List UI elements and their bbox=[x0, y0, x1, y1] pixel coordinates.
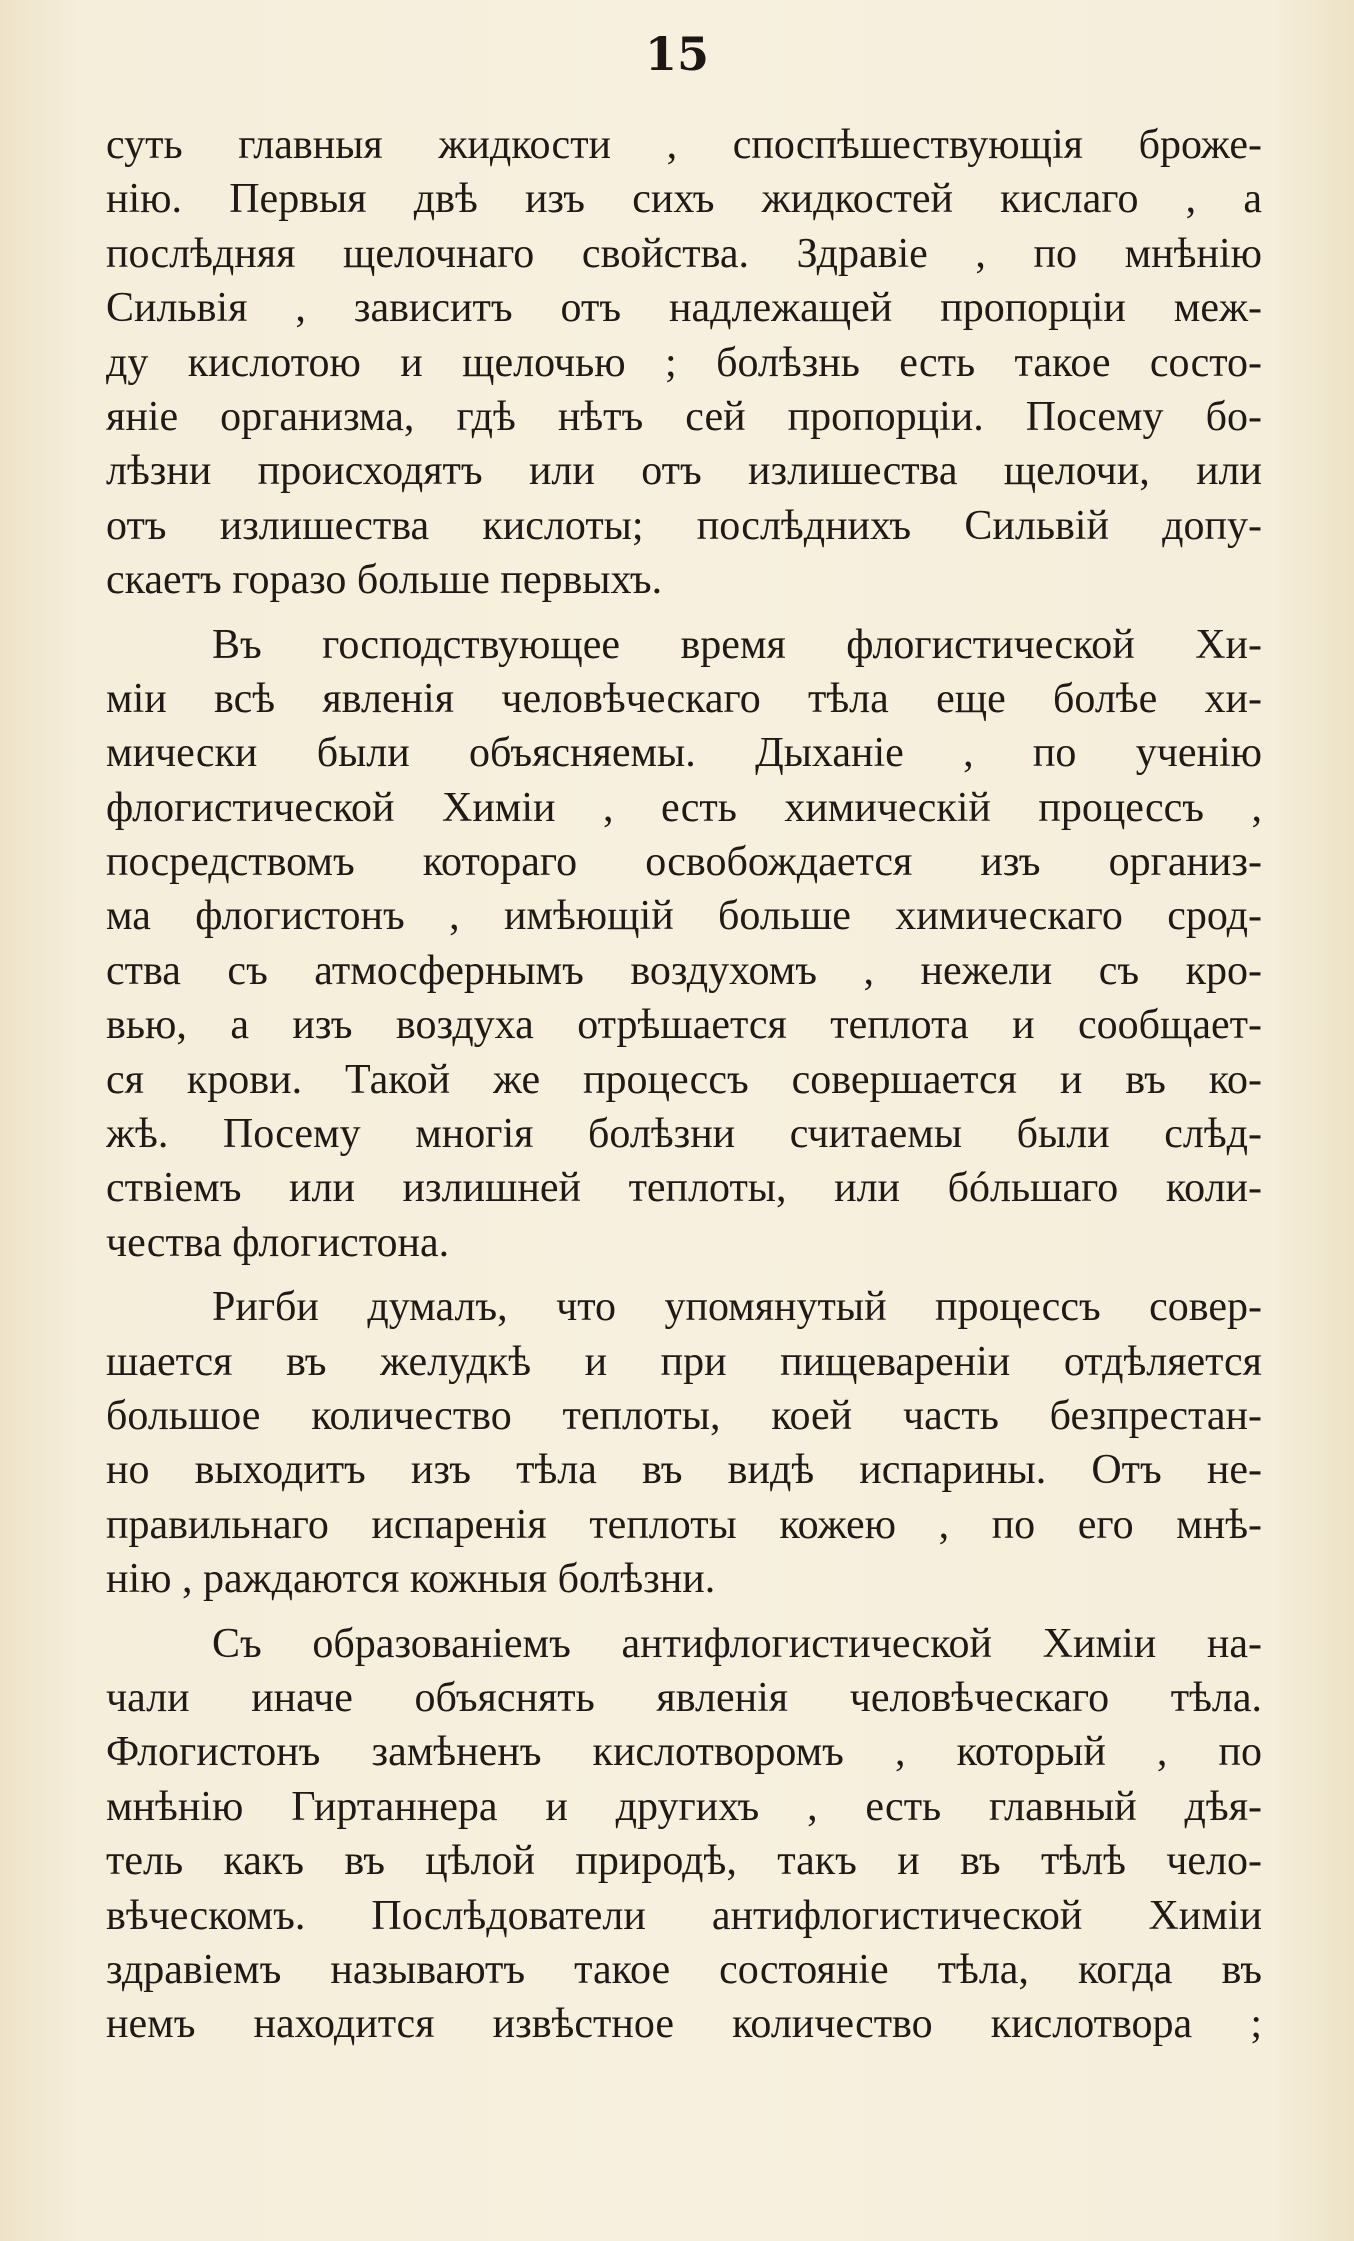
text-line: міи всѣ явленія человѣческаго тѣла еще болѣе хи- bbox=[106, 675, 1262, 722]
paragraph bbox=[106, 1280, 1262, 1606]
text-line: Сильвія , зависитъ отъ надлежащей пропорціи меж- bbox=[106, 285, 1262, 332]
text-line: флогистической Химіи , есть химическій процессъ , bbox=[106, 784, 1262, 831]
paragraph bbox=[106, 1617, 1262, 2052]
text-line: немъ находится извѣстное количество кислотвора ; bbox=[106, 2001, 1262, 2048]
text-line: скаетъ горазо больше первыхъ. bbox=[106, 557, 663, 604]
text-line: правильнаго испаренія теплоты кожею , по его мнѣ- bbox=[106, 1501, 1262, 1548]
text-line: нію. Первыя двѣ изъ сихъ жидкостей кислаго , а bbox=[106, 176, 1262, 223]
text-line: здравіемъ называютъ такое состояніе тѣла, когда въ bbox=[106, 1946, 1262, 1993]
text-line: чества флогистона. bbox=[106, 1219, 450, 1266]
text-line: Въ господствующее время флогистической Хи- bbox=[212, 621, 1262, 668]
text-line: лѣзни происходятъ или отъ излишества щелочи, или bbox=[106, 448, 1262, 495]
text-line: суть главныя жидкости , споспѣшествующія броже- bbox=[106, 122, 1262, 168]
text-line: тель какъ въ цѣлой природѣ, такъ и въ тѣлѣ чело- bbox=[106, 1838, 1262, 1885]
text-line: шается въ желудкѣ и при пищевареніи отдѣляется bbox=[106, 1338, 1262, 1385]
text-line: чали иначе объяснять явленія человѣческаго тѣла. bbox=[106, 1674, 1262, 1721]
paragraph bbox=[106, 118, 1262, 608]
text-line: мически были объясняемы. Дыханіе , по ученію bbox=[106, 730, 1262, 777]
text-line: Ригби думалъ, что упомянутый процессъ совер- bbox=[212, 1284, 1262, 1331]
text-line: отъ излишества кислоты; послѣднихъ Сильвій допу- bbox=[106, 502, 1262, 549]
page-number: 15 bbox=[644, 27, 709, 81]
text-line: яніе организма, гдѣ нѣтъ сей пропорціи. Посему бо- bbox=[106, 393, 1262, 440]
text-line: послѣдняя щелочнаго свойства. Здравіе , по мнѣнію bbox=[106, 230, 1262, 277]
text-line: посредствомъ котораго освобождается изъ организ- bbox=[106, 839, 1262, 886]
text-line: ся крови. Такой же процессъ совершается и въ ко- bbox=[106, 1056, 1262, 1103]
paragraph bbox=[106, 618, 1262, 1271]
text-line: вью, а изъ воздуха отрѣшается теплота и сообщает- bbox=[106, 1002, 1262, 1049]
text-line: ма флогистонъ , имѣющій больше химическаго срод- bbox=[106, 893, 1262, 940]
text-line: но выходитъ изъ тѣла въ видѣ испарины. Отъ не- bbox=[106, 1447, 1262, 1494]
text-line: мнѣнію Гиртаннера и другихъ , есть главный дѣя- bbox=[106, 1783, 1262, 1830]
text-line: вѣческомъ. Послѣдователи антифлогистической Химіи bbox=[106, 1892, 1262, 1939]
text-line: Флогистонъ замѣненъ кислотворомъ , который , по bbox=[106, 1729, 1262, 1776]
text-line: нію , раждаются кожныя болѣзни. bbox=[106, 1556, 716, 1603]
text-line: ствіемъ или излишней теплоты, или бóльшаго коли- bbox=[106, 1165, 1262, 1212]
text-line: ства съ атмосфернымъ воздухомъ , нежели съ кро- bbox=[106, 947, 1262, 994]
page-text bbox=[106, 118, 1262, 2062]
text-line: Съ образованіемъ антифлогистической Химіи на- bbox=[212, 1620, 1262, 1667]
text-line: жѣ. Посему многія болѣзни считаемы были слѣд- bbox=[106, 1111, 1262, 1158]
text-line: ду кислотою и щелочью ; болѣзнь есть такое состо- bbox=[106, 339, 1262, 386]
text-line: большое количество теплоты, коей часть безпрестан- bbox=[106, 1392, 1262, 1439]
